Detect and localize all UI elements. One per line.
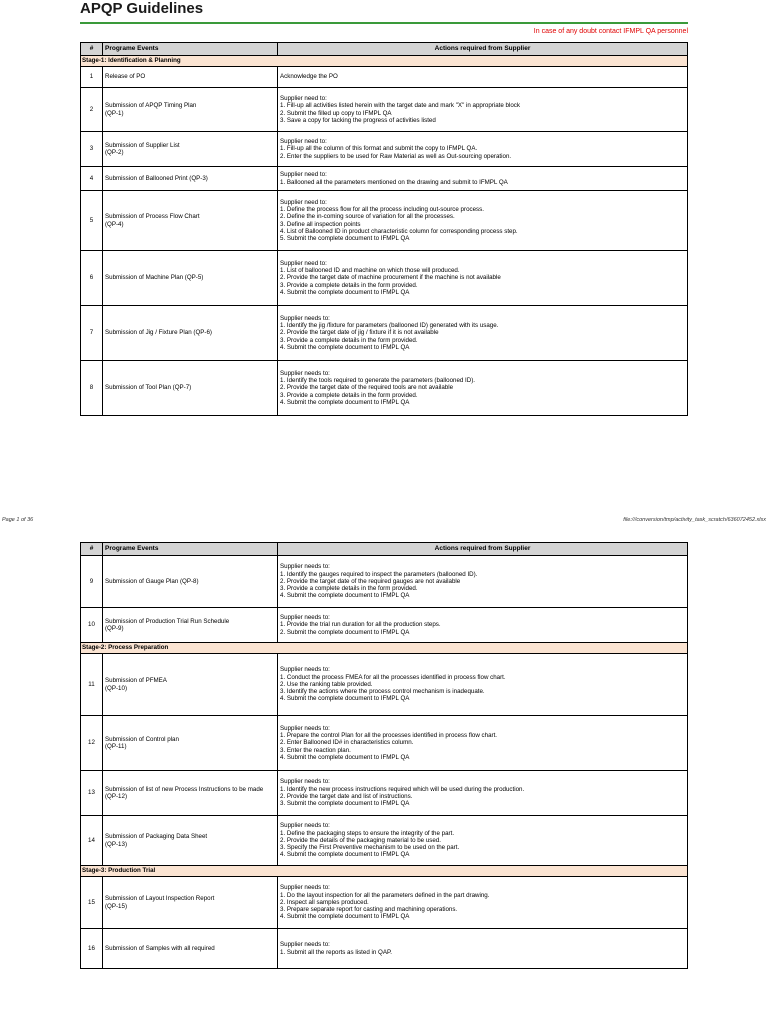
apqp-table-page2 bbox=[80, 542, 688, 969]
supplier-action: Supplier needs to: 1. Do the layout inspection for all the parameters defined in the part drawing. 2. Inspect all samples produced. 3. Prepare separate report for casting and machining operations. 4. Submit the complete document to IFMPL QA bbox=[278, 877, 688, 929]
title-divider bbox=[80, 22, 688, 24]
supplier-action: Supplier needs to: 1. Define the packaging steps to ensure the integrity of the part. 2. Provide the details of the packaging material to be used. 3. Specify the First Preventive mechanism to be used on the part. 4. Submit the complete document to IFMPL QA bbox=[278, 816, 688, 866]
row-number: 3 bbox=[81, 132, 103, 167]
supplier-action: Supplier need to: 1. Ballooned all the parameters mentioned on the drawing and submit to IFMPL QA bbox=[278, 167, 688, 191]
table-row bbox=[81, 251, 688, 306]
table-row bbox=[81, 716, 688, 771]
stage-row bbox=[81, 643, 688, 654]
row-number: 1 bbox=[81, 67, 103, 88]
programme-event: Submission of APQP Timing Plan (QP-1) bbox=[103, 88, 278, 132]
stage-row bbox=[81, 866, 688, 877]
table-row bbox=[81, 132, 688, 167]
programme-event: Submission of Control plan (QP-11) bbox=[103, 716, 278, 771]
table-row bbox=[81, 654, 688, 716]
row-number: 12 bbox=[81, 716, 103, 771]
supplier-action: Supplier needs to: 1. Identify the new process instructions required which will be used during the production. 2. Provide the target date and list of instructions. 3. Submit the complete document to IFMPL QA bbox=[278, 771, 688, 816]
row-number: 6 bbox=[81, 251, 103, 306]
file-path: file:///conversion/tmp/activity_task_scratch/636072452.xlsx bbox=[623, 517, 766, 523]
col-header-num: # bbox=[81, 543, 103, 556]
supplier-action: Supplier needs to: 1. Provide the trial run duration for all the production steps. 2. Submit the complete document to IFMPL QA bbox=[278, 608, 688, 643]
programme-event: Submission of Machine Plan (QP-5) bbox=[103, 251, 278, 306]
row-number: 15 bbox=[81, 877, 103, 929]
col-header-num: # bbox=[81, 43, 103, 56]
table-row bbox=[81, 929, 688, 969]
programme-event: Submission of Packaging Data Sheet (QP-13) bbox=[103, 816, 278, 866]
table-row bbox=[81, 67, 688, 88]
programme-event: Submission of Production Trial Run Schedule (QP-9) bbox=[103, 608, 278, 643]
row-number: 11 bbox=[81, 654, 103, 716]
stage-label: Stage-1: Identification & Planning bbox=[81, 56, 688, 67]
stage-row bbox=[81, 56, 688, 67]
row-number: 4 bbox=[81, 167, 103, 191]
page-number: Page 1 of 36 bbox=[2, 517, 34, 523]
row-number: 16 bbox=[81, 929, 103, 969]
supplier-action: Supplier need to: 1. List of ballooned ID and machine on which those will produced. 2. Provide the target date of machine procurement if the machine is not available 3. Provide a complete details in the form provided. 4. Submit the complete document to IFMPL QA bbox=[278, 251, 688, 306]
row-number: 9 bbox=[81, 556, 103, 608]
programme-event: Submission of list of new Process Instructions to be made (QP-12) bbox=[103, 771, 278, 816]
table-header-row bbox=[81, 43, 688, 56]
table-row bbox=[81, 608, 688, 643]
table-row bbox=[81, 167, 688, 191]
programme-event: Release of PO bbox=[103, 67, 278, 88]
col-header-event: Programe Events bbox=[103, 43, 278, 56]
page-title: APQP Guidelines bbox=[80, 0, 204, 17]
row-number: 5 bbox=[81, 191, 103, 251]
supplier-action: Supplier needs to: 1. Prepare the control Plan for all the processes identified in process flow chart. 2. Enter Ballooned ID# in characteristics column. 3. Enter the reaction plan. 4. Submit the complete document to IFMPL QA bbox=[278, 716, 688, 771]
supplier-action: Supplier needs to: 1. Submit all the reports as listed in QAP. bbox=[278, 929, 688, 969]
table-row bbox=[81, 556, 688, 608]
supplier-action: Supplier needs to: 1. Conduct the process FMEA for all the processes identified in process flow chart. 2. Use the ranking table provided. 3. Identify the actions where the process control mechanism is inadequate. 4. Submit the complete document to IFMPL QA bbox=[278, 654, 688, 716]
programme-event: Submission of PFMEA (QP-10) bbox=[103, 654, 278, 716]
table-header-row bbox=[81, 543, 688, 556]
programme-event: Submission of Ballooned Print (QP-3) bbox=[103, 167, 278, 191]
supplier-action: Supplier needs to: 1. Identify the jig /fixture for parameters (ballooned ID) generated with its usage. 2. Provide the target date of jig / fixture if it is not available 3. Provide a complete details in the form provided. 4. Submit the complete document to IFMPL QA bbox=[278, 306, 688, 361]
col-header-action: Actions required from Supplier bbox=[278, 43, 688, 56]
qa-contact-notice: In case of any doubt contact IFMPL QA personnel bbox=[533, 28, 688, 35]
supplier-action: Supplier needs to: 1. Identify the gauges required to inspect the parameters (ballooned ID). 2. Provide the target date of the required gauges are not available 3. Provide a complete details in the form provided. 4. Submit the complete document to IFMPL QA bbox=[278, 556, 688, 608]
table-row bbox=[81, 306, 688, 361]
supplier-action: Supplier need to: 1. Define the process flow for all the process including out-source process. 2. Define the in-coming source of variation for all the processes. 3. Define all inspection points 4. List of Ballooned ID in product characteristic column for corresponding process step. 5. Submit the complete document to IFMPL QA bbox=[278, 191, 688, 251]
table-row bbox=[81, 816, 688, 866]
programme-event: Submission of Process Flow Chart (QP-4) bbox=[103, 191, 278, 251]
programme-event: Submission of Gauge Plan (QP-8) bbox=[103, 556, 278, 608]
apqp-table-page1 bbox=[80, 42, 688, 416]
row-number: 8 bbox=[81, 361, 103, 416]
supplier-action: Acknowledge the PO bbox=[278, 67, 688, 88]
col-header-action: Actions required from Supplier bbox=[278, 543, 688, 556]
row-number: 14 bbox=[81, 816, 103, 866]
row-number: 7 bbox=[81, 306, 103, 361]
row-number: 10 bbox=[81, 608, 103, 643]
programme-event: Submission of Layout Inspection Report (QP-15) bbox=[103, 877, 278, 929]
table-row bbox=[81, 191, 688, 251]
row-number: 2 bbox=[81, 88, 103, 132]
programme-event: Submission of Tool Plan (QP-7) bbox=[103, 361, 278, 416]
stage-label: Stage-3: Production Trial bbox=[81, 866, 688, 877]
programme-event: Submission of Supplier List (QP-2) bbox=[103, 132, 278, 167]
row-number: 13 bbox=[81, 771, 103, 816]
programme-event: Submission of Samples with all required bbox=[103, 929, 278, 969]
stage-label: Stage-2: Process Preparation bbox=[81, 643, 688, 654]
supplier-action: Supplier needs to: 1. Identify the tools required to generate the parameters (ballooned ID). 2. Provide the target date of the required tools are not available 3. Provide a complete details in the form provided. 4. Submit the complete document to IFMPL QA bbox=[278, 361, 688, 416]
supplier-action: Supplier need to: 1. Fill-up all activities listed herein with the target date and mark "X" in appropriate block 2. Submit the filled up copy to IFMPL QA 3. Save a copy for tacking the progress of activities listed bbox=[278, 88, 688, 132]
programme-event: Submission of Jig / Fixture Plan (QP-6) bbox=[103, 306, 278, 361]
table-row bbox=[81, 88, 688, 132]
supplier-action: Supplier need to: 1. Fill-up all the column of this format and submit the copy to IFMPL QA. 2. Enter the suppliers to be used for Raw Material as well as Out-sourcing operation. bbox=[278, 132, 688, 167]
table-row bbox=[81, 877, 688, 929]
table-row bbox=[81, 771, 688, 816]
col-header-event: Programe Events bbox=[103, 543, 278, 556]
table-row bbox=[81, 361, 688, 416]
